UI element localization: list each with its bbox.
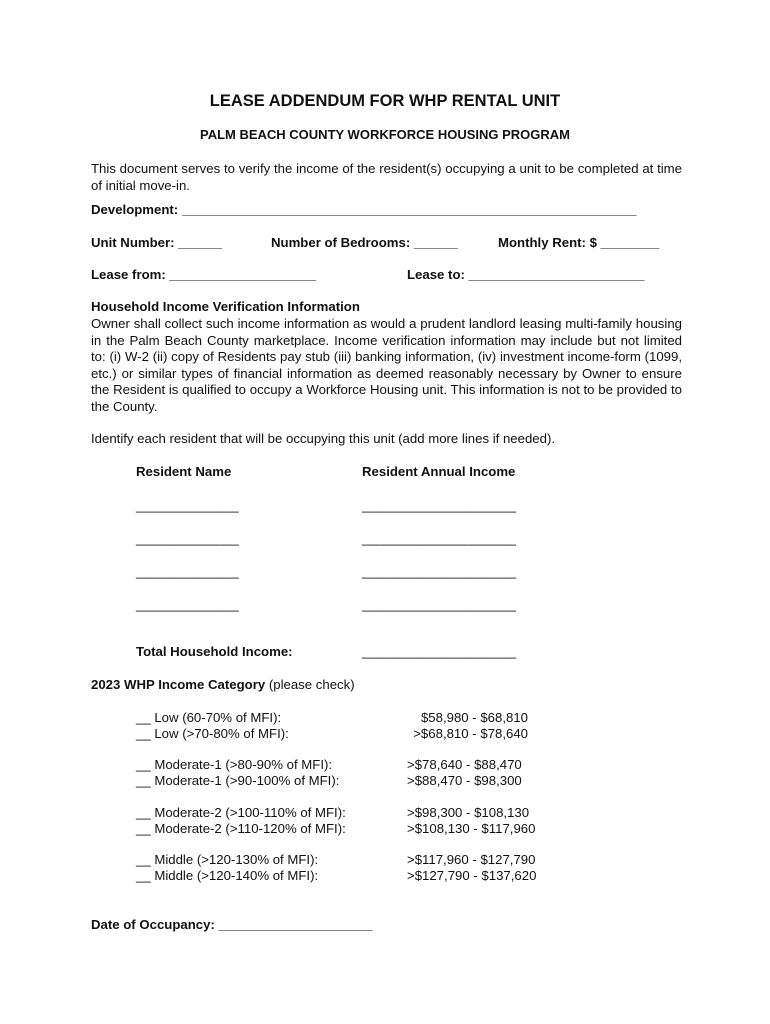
category-moderate2-2[interactable]: __ Moderate-2 (>110-120% of MFI):: [136, 821, 346, 836]
category-middle-2[interactable]: __ Middle (>120-140% of MFI):: [136, 868, 319, 883]
category-range: >$108,130 - $117,960: [407, 821, 536, 836]
total-household-income-line[interactable]: _____________________: [362, 644, 517, 659]
category-moderate2-1[interactable]: __ Moderate-2 (>100-110% of MFI):: [136, 805, 346, 820]
category-middle-1[interactable]: __ Middle (>120-130% of MFI):: [136, 852, 319, 867]
income-category-note: (please check): [265, 677, 355, 692]
category-range: >$117,960 - $127,790: [407, 852, 536, 867]
resident-income-line[interactable]: _____________________: [362, 498, 517, 513]
lease-from-field[interactable]: Lease from: ____________________: [91, 267, 317, 282]
development-field[interactable]: Development: ______________________________________________________________: [91, 202, 637, 217]
resident-income-line[interactable]: _____________________: [362, 597, 517, 612]
category-moderate1-2[interactable]: __ Moderate-1 (>90-100% of MFI):: [136, 773, 340, 788]
identify-residents-text: Identify each resident that will be occupying this unit (add more lines if needed).: [91, 431, 556, 446]
verification-heading: Household Income Verification Information: [91, 299, 360, 314]
monthly-rent-field[interactable]: Monthly Rent: $ ________: [498, 235, 660, 250]
resident-income-line[interactable]: _____________________: [362, 564, 517, 579]
category-low-2[interactable]: __ Low (>70-80% of MFI):: [136, 726, 289, 741]
verification-body: Owner shall collect such income information as would a prudent landlord leasing multi-family housing in the Palm Beach County marketplace. Income verification information may include but not limited to: (i) W-2 (ii) copy of Residents pay stub (iii) banking information, (iv) investment income-form (1099, etc.) or similar types of financial information as deemed reasonably necessary by Owner to ensure the Resident is qualified to occupy a Workforce Housing unit. This information is not to be provided to the County.: [91, 316, 682, 414]
category-range: >$78,640 - $88,470: [407, 757, 522, 772]
category-range: >$127,790 - $137,620: [407, 868, 537, 883]
category-range: >$68,810 - $78,640: [413, 726, 528, 741]
resident-name-header: Resident Name: [136, 464, 232, 479]
date-of-occupancy-field[interactable]: Date of Occupancy: _____________________: [91, 917, 373, 932]
income-category-title: 2023 WHP Income Category: [91, 677, 266, 692]
resident-income-header: Resident Annual Income: [362, 464, 516, 479]
bedrooms-field[interactable]: Number of Bedrooms: ______: [271, 235, 458, 250]
income-category-heading: [91, 677, 355, 692]
resident-income-line[interactable]: _____________________: [362, 531, 517, 546]
unit-number-field[interactable]: Unit Number: ______: [91, 235, 223, 250]
resident-name-line[interactable]: ______________: [136, 498, 239, 513]
category-low-1[interactable]: __ Low (60-70% of MFI):: [136, 710, 282, 725]
lease-to-field[interactable]: Lease to: ________________________: [407, 267, 645, 282]
intro-paragraph: This document serves to verify the income of the resident(s) occupying a unit to be completed at time of initial move-in.: [91, 161, 682, 193]
resident-name-line[interactable]: ______________: [136, 564, 239, 579]
resident-name-line[interactable]: ______________: [136, 531, 239, 546]
total-household-income-label: Total Household Income:: [136, 644, 293, 659]
resident-name-line[interactable]: ______________: [136, 597, 239, 612]
category-range: >$88,470 - $98,300: [407, 773, 522, 788]
category-moderate1-1[interactable]: __ Moderate-1 (>80-90% of MFI):: [136, 757, 333, 772]
document-subtitle: PALM BEACH COUNTY WORKFORCE HOUSING PROGRAM: [199, 127, 571, 142]
category-range: $58,980 - $68,810: [420, 710, 528, 725]
document-title: LEASE ADDENDUM FOR WHP RENTAL UNIT: [209, 92, 561, 110]
category-range: >$98,300 - $108,130: [407, 805, 530, 820]
